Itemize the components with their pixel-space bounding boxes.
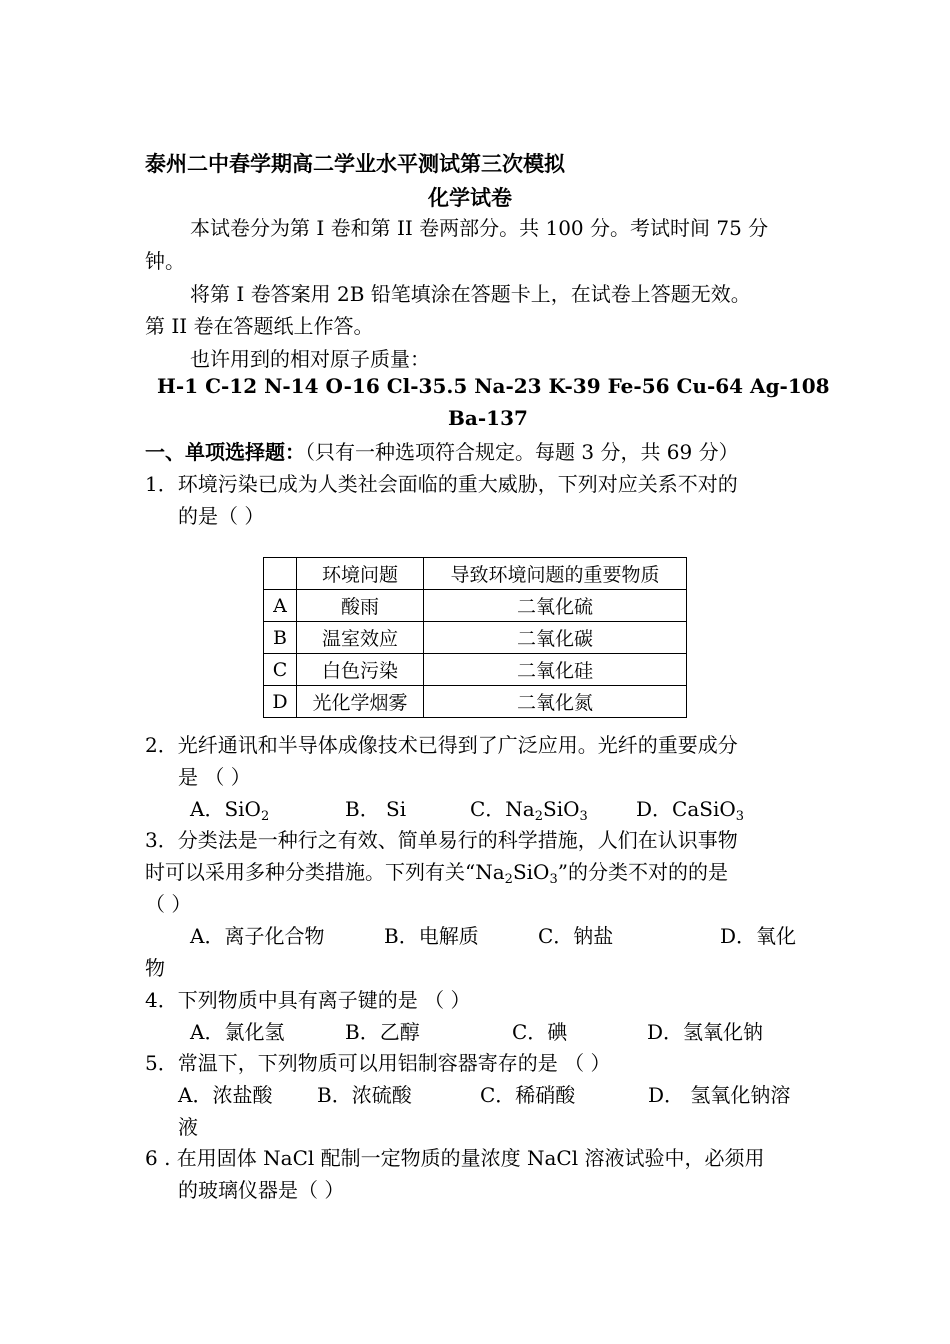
q2-option-b: B． Si [345, 797, 407, 821]
question-4: 4．下列物质中具有离子键的是 （ ） [145, 988, 471, 1012]
q3-option-c: C．钠盐 [538, 924, 614, 948]
table-row [264, 654, 687, 686]
intro-paragraph-1: 本试卷分为第 I 卷和第 II 卷两部分。共 100 分。考试时间 75 分 [190, 216, 769, 240]
table-cell: B [264, 622, 297, 654]
section-title: 一、单项选择题： [145, 440, 305, 464]
atomic-masses-cont: Ba-137 [448, 406, 528, 430]
question-2-cont: 是 （ ） [178, 765, 251, 789]
table-cell: 二氧化硫 [424, 590, 687, 622]
q3-option-a: A．离子化合物 [190, 924, 325, 948]
intro-paragraph-2: 将第 I 卷答案用 2B 铅笔填涂在答题卡上，在试卷上答题无效。 [190, 282, 751, 306]
question-6: 6 . 在用固体 NaCl 配制一定物质的量浓度 NaCl 溶液试验中，必须用 [145, 1146, 765, 1170]
question-3-cont: 时可以采用多种分类措施。下列有关“$Na_2SiO_3$”的分类不对的的是 [145, 860, 728, 887]
q2-option-c: C．$Na_2SiO_3$ [470, 797, 588, 824]
q4-option-c: C．碘 [512, 1020, 568, 1044]
q5-option-b: B．浓硫酸 [317, 1083, 412, 1107]
q4-option-d: D．氢氧化钠 [647, 1020, 764, 1044]
question-6-cont: 的玻璃仪器是（ ） [178, 1178, 345, 1202]
table-row [264, 686, 687, 718]
question-5: 5．常温下，下列物质可以用铝制容器寄存的是 （ ） [145, 1051, 611, 1075]
table-cell: C [264, 654, 297, 686]
atomic-masses: H-1 C-12 N-14 O-16 Cl-35.5 Na-23 K-39 Fe-56 Cu-64 Ag-108 [157, 374, 830, 398]
q4-option-a: A．氯化氢 [190, 1020, 285, 1044]
table-cell: 二氧化氮 [424, 686, 687, 718]
q5-option-d: D． 氢氧化钠溶 [648, 1083, 791, 1107]
q2-option-d: D．CaSiO$_3$ [636, 797, 745, 824]
q2-option-a: A．SiO$_2$ [190, 797, 270, 824]
table-cell: D [264, 686, 297, 718]
q5-option-a: A．浓盐酸 [178, 1083, 273, 1107]
table-cell: 二氧化碳 [424, 622, 687, 654]
intro-paragraph-1-cont: 钟。 [145, 249, 185, 273]
q5-option-d-cont: 液 [178, 1115, 198, 1139]
intro-paragraph-3: 也许用到的相对原子质量： [190, 347, 430, 371]
q3-option-b: B．电解质 [384, 924, 479, 948]
page-title: 泰州二中春学期高二学业水平测试第三次模拟 [145, 151, 565, 176]
q5-option-c: C．稀硝酸 [480, 1083, 576, 1107]
table-cell: 二氧化硅 [424, 654, 687, 686]
table-cell: 光化学烟雾 [297, 686, 424, 718]
section-note: （只有一种选项符合规定。每题 3 分，共 69 分） [305, 440, 739, 464]
q3-option-d-cont: 物 [145, 956, 165, 980]
question-3: 3．分类法是一种行之有效、简单易行的科学措施，人们在认识事物 [145, 828, 738, 852]
question-1-cont: 的是（ ） [178, 504, 265, 528]
table-header-cell: 环境问题 [297, 558, 424, 590]
page-subtitle: 化学试卷 [428, 185, 512, 210]
table-cell: 酸雨 [297, 590, 424, 622]
table-row [264, 590, 687, 622]
table-cell: 温室效应 [297, 622, 424, 654]
q3-option-d: D．氧化 [720, 924, 797, 948]
table-header-row [264, 558, 687, 590]
table-row [264, 622, 687, 654]
table-cell: A [264, 590, 297, 622]
section-heading [145, 436, 739, 465]
table-header-cell [264, 558, 297, 590]
q4-option-b: B．乙醇 [345, 1020, 420, 1044]
intro-paragraph-2-cont: 第 II 卷在答题纸上作答。 [145, 314, 374, 338]
question-3-bracket: （ ） [145, 892, 192, 916]
table-cell: 白色污染 [297, 654, 424, 686]
question-2: 2．光纤通讯和半导体成像技术已得到了广泛应用。光纤的重要成分 [145, 733, 738, 757]
environment-table [263, 557, 687, 718]
question-1: 1．环境污染已成为人类社会面临的重大威胁，下列对应关系不对的 [145, 472, 738, 496]
table-header-cell: 导致环境问题的重要物质 [424, 558, 687, 590]
